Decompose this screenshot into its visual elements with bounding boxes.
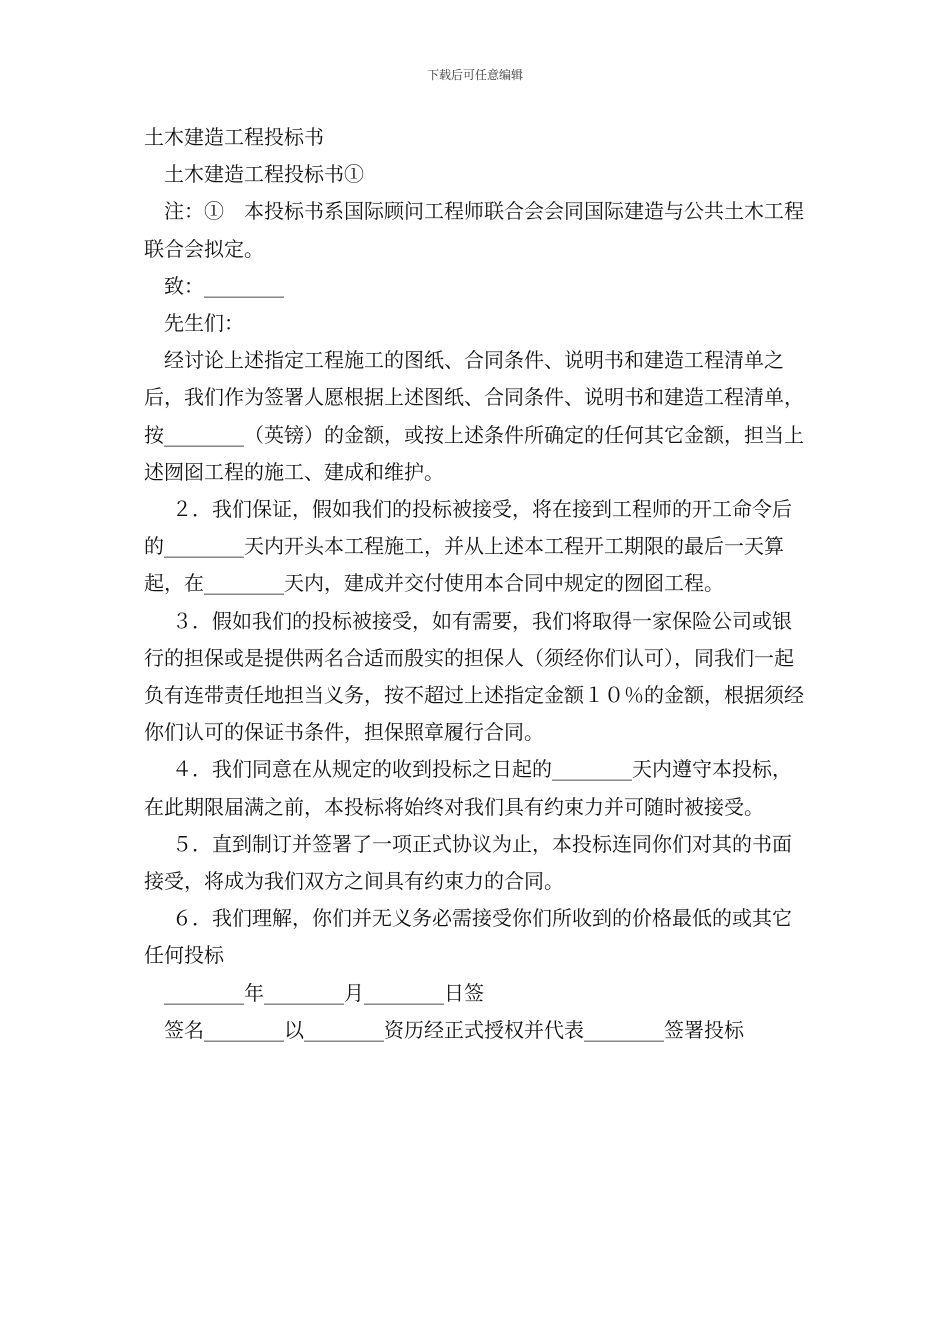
- paragraph-3: ３．假如我们的投标被接受，如有需要，我们将取得一家保险公司或银行的担保或是提供两名合适而殷实的担保人（须经你们认可），同我们一起负有连带责任地担当义务，按不超过上述指定金额１０％的金额，根据须经你们认可的保证书条件，担保照章履行合同。: [144, 608, 804, 745]
- signature-line: 签名________以________资历经正式授权并代表________签署投标: [164, 1017, 744, 1042]
- page-header-note: 下载后可任意编辑: [426, 68, 523, 82]
- paragraph-4: ４．我们同意在从规定的收到投标之日起的________天内遵守本投标，在此期限届满之前，本投标将始终对我们具有约束力并可随时被接受。: [144, 757, 792, 819]
- date-line: ________年________月________日签: [164, 980, 484, 1005]
- footnote: 注：① 本投标书系国际顾问工程师联合会会同国际建造与公共土木工程联合会拟定。: [144, 199, 804, 261]
- recipient-line: 致：________: [164, 273, 284, 298]
- paragraph-6: ６．我们理解，你们并无义务必需接受你们所收到的价格最低的或其它任何投标: [144, 906, 792, 968]
- document-subtitle: 土木建造工程投标书①: [164, 162, 364, 187]
- document-body: [144, 119, 808, 1049]
- paragraph-5: ５．直到制订并签署了一项正式协议为止，本投标连同你们对其的书面接受，将成为我们双方之间具有约束力的合同。: [144, 831, 792, 894]
- paragraph-1: 经讨论上述指定工程施工的图纸、合同条件、说明书和建造工程清单之后，我们作为签署人愿根据上述图纸、合同条件、说明书和建造工程清单，按________（英镑）的金额，或按上述条件所确定的任何其它金额，担当上述囫囵工程的施工、建成和维护。: [144, 348, 804, 484]
- paragraph-2: ２．我们保证，假如我们的投标被接受，将在接到工程师的开工命令后的________天内开头本工程施工，并从上述本工程开工期限的最后一天算起，在________天内，建成并交付使用本合同中规定的囫囵工程。: [144, 497, 792, 596]
- document-title: 土木建造工程投标书: [144, 125, 324, 149]
- salutation: 先生们：: [164, 311, 244, 336]
